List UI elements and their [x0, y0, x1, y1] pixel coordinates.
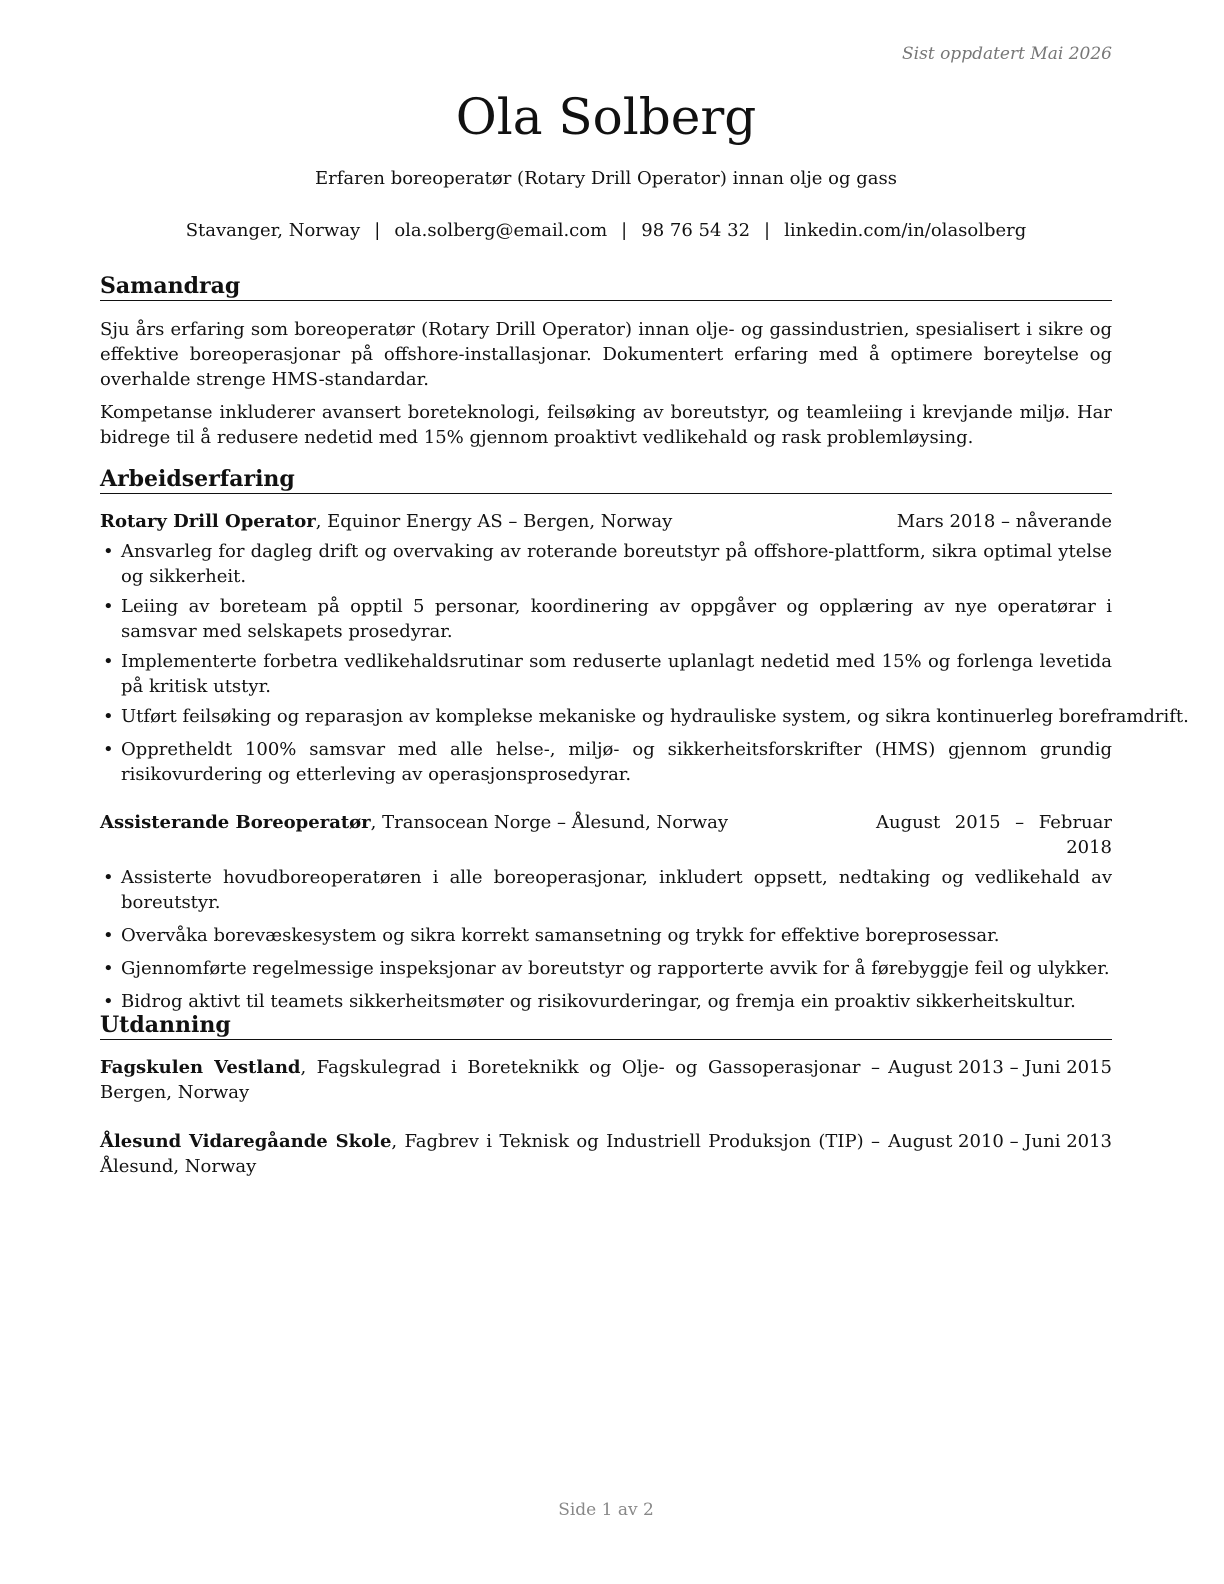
job-company: , Transocean Norge – Ålesund, Norway [370, 812, 729, 833]
contact-email[interactable]: ola.solberg@email.com [394, 220, 608, 241]
job-header [100, 810, 1112, 858]
education-school: Fagskulen Vestland [100, 1057, 301, 1078]
resume-page [100, 0, 1189, 1584]
summary-paragraph: Sju års erfaring som boreoperatør (Rotary Drill Operator) innan olje- og gassindustrien, spesialisert i sikre og effektive boreoperasjonar på offshore-installasjonar. Dokumentert erfaring med å optimere boreytelse og overhalde strenge HMS-standardar. [100, 319, 1112, 390]
experience-section [100, 465, 1189, 1014]
education-detail: , Fagbrev i Teknisk og Industriell Produksjon (TIP) – Ålesund, Norway [100, 1131, 880, 1177]
job-entry [100, 810, 1112, 1014]
candidate-name: Ola Solberg [455, 88, 757, 146]
education-detail: , Fagskulegrad i Boreteknikk og Olje- og Gassoperasjonar – Bergen, Norway [100, 1057, 880, 1103]
job-dates: August 2015 – Februar 2018 [876, 812, 1112, 858]
job-bullet: • Gjennomførte regelmessige inspeksjonar av boreutstyr og rapporterte avvik for å førebyggje feil og ulykker. [100, 956, 1112, 981]
contact-line [100, 219, 1112, 243]
job-dates: Mars 2018 – nåverande [896, 511, 1112, 532]
summary-section [100, 272, 1112, 450]
job-bullet: • Implementerte forbetra vedlikehaldsrutinar som reduserte uplanlagt nedetid med 15% og forlenga levetida på kritisk utstyr. [100, 649, 1112, 699]
job-header [100, 509, 1112, 534]
education-entry [100, 1055, 1112, 1105]
summary-paragraph: Kompetanse inkluderer avansert boreteknologi, feilsøking av boreutstyr, og teamleiing i krevjande miljø. Har bidrege til å redusere nedetid med 15% gjennom proaktivt vedlikehald og rask problemløysing. [100, 402, 1112, 448]
job-bullet: • Overvåka borevæskesystem og sikra korrekt samansetning og trykk for effektive boreprosessar. [100, 923, 1112, 948]
experience-heading: Arbeidserfaring [100, 465, 1112, 494]
job-bullet: • Bidrog aktivt til teamets sikkerheitsmøter og risikovurderingar, og fremja ein proaktiv sikkerheitskultur. [100, 989, 1112, 1014]
contact-separator: | [374, 220, 381, 241]
education-heading: Utdanning [100, 1011, 1112, 1040]
job-bullet: • Utført feilsøking og reparasjon av komplekse mekaniske og hydrauliske system, og sikra kontinuerleg boreframdrift. [100, 704, 1112, 729]
education-school: Ålesund Vidaregåande Skole [100, 1131, 392, 1152]
job-bullet: • Ansvarleg for dagleg drift og overvaking av roterande boreutstyr på offshore-plattform, sikra optimal ytelse og sikkerheit. [100, 539, 1112, 589]
education-dates: August 2013 – Juni 2015 [888, 1057, 1112, 1078]
job-bullet: • Oppretheldt 100% samsvar med alle helse-, miljø- og sikkerheitsforskrifter (HMS) gjennom grundig risikovurdering og etterleving av operasjonsprosedyrar. [100, 737, 1112, 787]
contact-separator: | [621, 220, 628, 241]
page-number: Side 1 av 2 [558, 1500, 654, 1520]
contact-location: Stavanger, Norway [185, 220, 361, 241]
contact-phone: 98 76 54 32 [641, 220, 751, 241]
job-bullets [100, 539, 1189, 787]
summary-heading: Samandrag [100, 272, 1112, 301]
job-role: Assisterande Boreoperatør [100, 812, 371, 833]
job-bullet: • Assisterte hovudboreoperatøren i alle boreoperasjonar, inkludert oppsett, nedtaking og vedlikehald av boreutstyr. [100, 865, 1112, 915]
tagline: Erfaren boreoperatør (Rotary Drill Operator) innan olje og gass [314, 168, 897, 189]
contact-separator: | [764, 220, 771, 241]
last-updated: Sist oppdatert Mai 2026 [902, 44, 1112, 64]
contact-linkedin[interactable]: linkedin.com/in/olasolberg [784, 220, 1027, 241]
education-dates: August 2010 – Juni 2013 [888, 1131, 1112, 1152]
education-entry [100, 1129, 1112, 1179]
education-section [100, 1011, 1112, 1179]
job-bullets [100, 865, 1112, 1014]
job-company: , Equinor Energy AS – Bergen, Norway [315, 511, 673, 532]
job-entry [100, 509, 1189, 787]
job-role: Rotary Drill Operator [100, 511, 316, 532]
job-bullet: • Leiing av boreteam på opptil 5 personar, koordinering av oppgåver og opplæring av nye operatørar i samsvar med selskapets prosedyrar. [100, 594, 1112, 644]
